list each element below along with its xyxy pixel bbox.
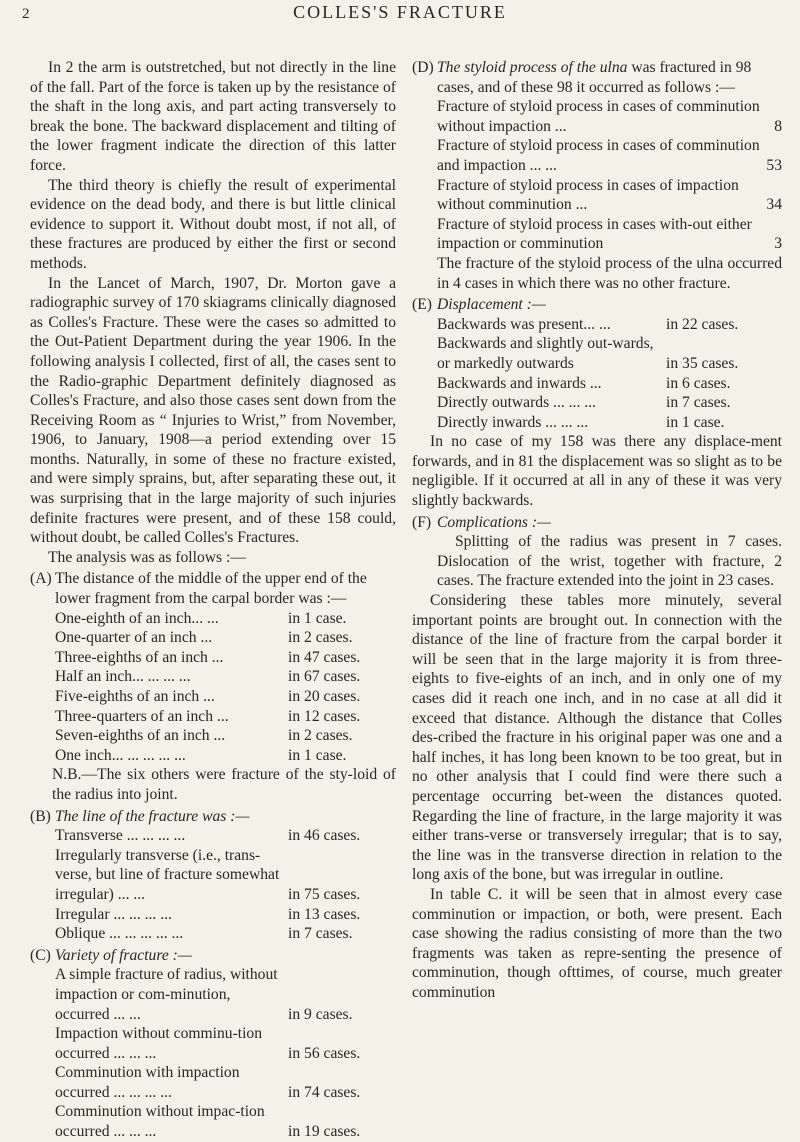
section-title: Displacement :— bbox=[437, 296, 546, 314]
line-of-fracture-table bbox=[55, 826, 396, 944]
section-letter: (A) bbox=[30, 570, 52, 588]
paragraph: Considering these tables more minutely, several important points are brought out. In connection with the distance of the line of fracture from the carpal border it will be seen that in the large majority it is from three-eights to five-eights of an inch, and in only one of my cases did it reach one inch, and in no case at all did it exceed that distance. Although the distance that Colles des-cribed the fracture in his original paper was one and a half inches, it has long been known to be too great, but in no other analysis that I could find were there such a percentage occurring bet-ween the distances quoted. Regarding the line of fracture, in the large majority it was either trans-verse or transversely irregular; that is to say, the line was in the transverse direction in relation to the long axis of the bone, but was irregular in outline. bbox=[412, 592, 782, 884]
distance-table bbox=[55, 609, 396, 766]
paragraph: In no case of my 158 was there any displace-ment forwards, and in 81 the displacement was so slight as to be negligible. If it occurred at all in any of these it was very slightly backwards. bbox=[412, 433, 782, 510]
page-number: 2 bbox=[22, 6, 30, 22]
table-row: A simple fracture of radius, without impaction or com-minution, occurred ... ... in 9 cases. bbox=[55, 966, 353, 1023]
section-letter: (C) bbox=[30, 946, 51, 964]
section-d-note: The fracture of the styloid process of the ulna occurred in 4 cases in which there was no other fracture. bbox=[437, 254, 782, 292]
paragraph: In the Lancet of March, 1907, Dr. Morton gave a radiographic survey of 170 skiagrams clinically diagnosed as Colles's Fracture. These were the cases so admitted to the Out-Patient Department during the year 1906. In the following analysis I collected, first of all, the cases sent to the Radio-graphic Department definitely diagnosed as Colles's Fracture, and also those cases sent down from the Receiving Room as “ Injuries to Wrist,” from November, 1906, to January, 1908—a period extending over 15 months. Naturally, in some of these no fracture existed, and were simply sprains, but, after separating these out, it was surprising that in the large majority of such injuries definite fractures were present, and of these 158 could, without doubt, be called Colles's Fractures. bbox=[30, 274, 396, 547]
section-c bbox=[30, 946, 396, 966]
styloid-table bbox=[437, 97, 782, 254]
section-f bbox=[412, 513, 782, 533]
table-row: Three-eighths of an inch ... in 47 cases. bbox=[55, 648, 361, 666]
table-row: Fracture of styloid process in cases of comminution without impaction ... 8 bbox=[437, 98, 782, 135]
table-row: Backwards was present... ... in 22 cases. bbox=[437, 315, 739, 333]
table-row: Irregularly transverse (i.e., trans-verse, but line of fracture somewhat irregular) ... ... in 75 cases. bbox=[55, 846, 361, 903]
table-row: Fracture of styloid process in cases with-out either impaction or comminution 3 bbox=[437, 215, 782, 253]
table-row: Transverse ... ... ... ... in 46 cases. bbox=[55, 827, 361, 845]
section-letter: (F) bbox=[412, 513, 432, 531]
table-row: Backwards and slightly out-wards, or markedly outwards in 35 cases. bbox=[437, 335, 739, 372]
variety-table bbox=[55, 965, 396, 1141]
section-b bbox=[30, 807, 396, 827]
section-d bbox=[412, 58, 782, 97]
paragraph: In 2 the arm is outstretched, but not directly in the line of the fall. Part of the force is taken up by the resistance of the shaft in the long axis, and part acting transversely to break the bone. The backward displacement and tilting of the lower fragment indicate the direction of this latter force. bbox=[30, 59, 396, 174]
table-row: One inch... ... ... ... ... in 1 case. bbox=[55, 746, 347, 764]
table-row: Impaction without comminu-tion occurred ... ... ... in 56 cases. bbox=[55, 1025, 361, 1062]
section-title: The line of the fracture was :— bbox=[55, 807, 250, 825]
section-letter: (D) bbox=[412, 59, 434, 76]
table-row: Comminution with impaction occurred ... ... ... ... in 74 cases. bbox=[55, 1064, 361, 1101]
table-row: Comminution without impac-tion occurred ... ... ... in 19 cases. bbox=[55, 1103, 361, 1141]
table-row: Three-quarters of an inch ... in 12 cases. bbox=[55, 707, 361, 725]
section-a bbox=[30, 569, 396, 608]
table-row: Fracture of styloid process in cases of comminution and impaction ... ... 53 bbox=[437, 137, 782, 174]
section-title: The distance of the middle of the upper end of the lower fragment from the carpal border was :— bbox=[55, 570, 367, 608]
right-column bbox=[412, 58, 782, 1003]
table-row: One-quarter of an inch ... in 2 cases. bbox=[55, 629, 353, 647]
table-row: Oblique ... ... ... ... ... in 7 cases. bbox=[55, 925, 353, 943]
section-title: Variety of fracture :— bbox=[55, 946, 192, 964]
section-letter: (E) bbox=[412, 296, 432, 314]
table-row: Half an inch... ... ... ... in 67 cases. bbox=[55, 668, 361, 686]
section-intro: was fractured in 98 cases, and of these 98 it occurred as follows :— bbox=[437, 59, 752, 96]
paragraph: In table C. it will be seen that in almost every case comminution or impaction, or both, were present. Each case showing the radius consisting of more than the two fragments was taken as repre-senting the presence of comminution, though ofttimes, of course, much greater comminution bbox=[412, 885, 782, 1001]
running-title: COLLES'S FRACTURE bbox=[293, 2, 507, 22]
complications-text: Splitting of the radius was present in 7 cases. Dislocation of the wrist, together with fracture, 2 cases. The fracture extended into the joint in 23 cases. bbox=[437, 533, 782, 590]
table-row: Five-eighths of an inch ... in 20 cases. bbox=[55, 688, 361, 705]
paragraph: The third theory is chiefly the result of experimental evidence on the dead body, and there is but little clinical evidence to support it. Without doubt most, if not all, of these fractures are produced by either the first or second methods. bbox=[30, 176, 396, 272]
table-row: Directly inwards ... ... ... in 1 case. bbox=[437, 413, 725, 431]
section-e bbox=[412, 295, 782, 315]
left-column bbox=[30, 58, 396, 1142]
paragraph: The analysis was as follows :— bbox=[48, 548, 246, 566]
section-letter: (B) bbox=[30, 807, 51, 825]
section-title: Complications :— bbox=[437, 513, 551, 531]
table-row: Directly outwards ... ... ... in 7 cases. bbox=[437, 394, 731, 412]
table-row: Fracture of styloid process in cases of impaction without comminution ... 34 bbox=[437, 176, 782, 214]
displacement-table bbox=[437, 315, 782, 433]
nb-note: N.B.—The six others were fracture of the sty-loid of the radius into joint. bbox=[52, 766, 396, 803]
section-title: The styloid process of the ulna bbox=[437, 59, 628, 76]
table-row: Seven-eighths of an inch ... in 2 cases. bbox=[55, 727, 353, 745]
table-row: Backwards and inwards ... in 6 cases. bbox=[437, 374, 731, 392]
table-row: Irregular ... ... ... ... in 13 cases. bbox=[55, 905, 361, 923]
table-row: One-eighth of an inch... ... in 1 case. bbox=[55, 609, 347, 627]
